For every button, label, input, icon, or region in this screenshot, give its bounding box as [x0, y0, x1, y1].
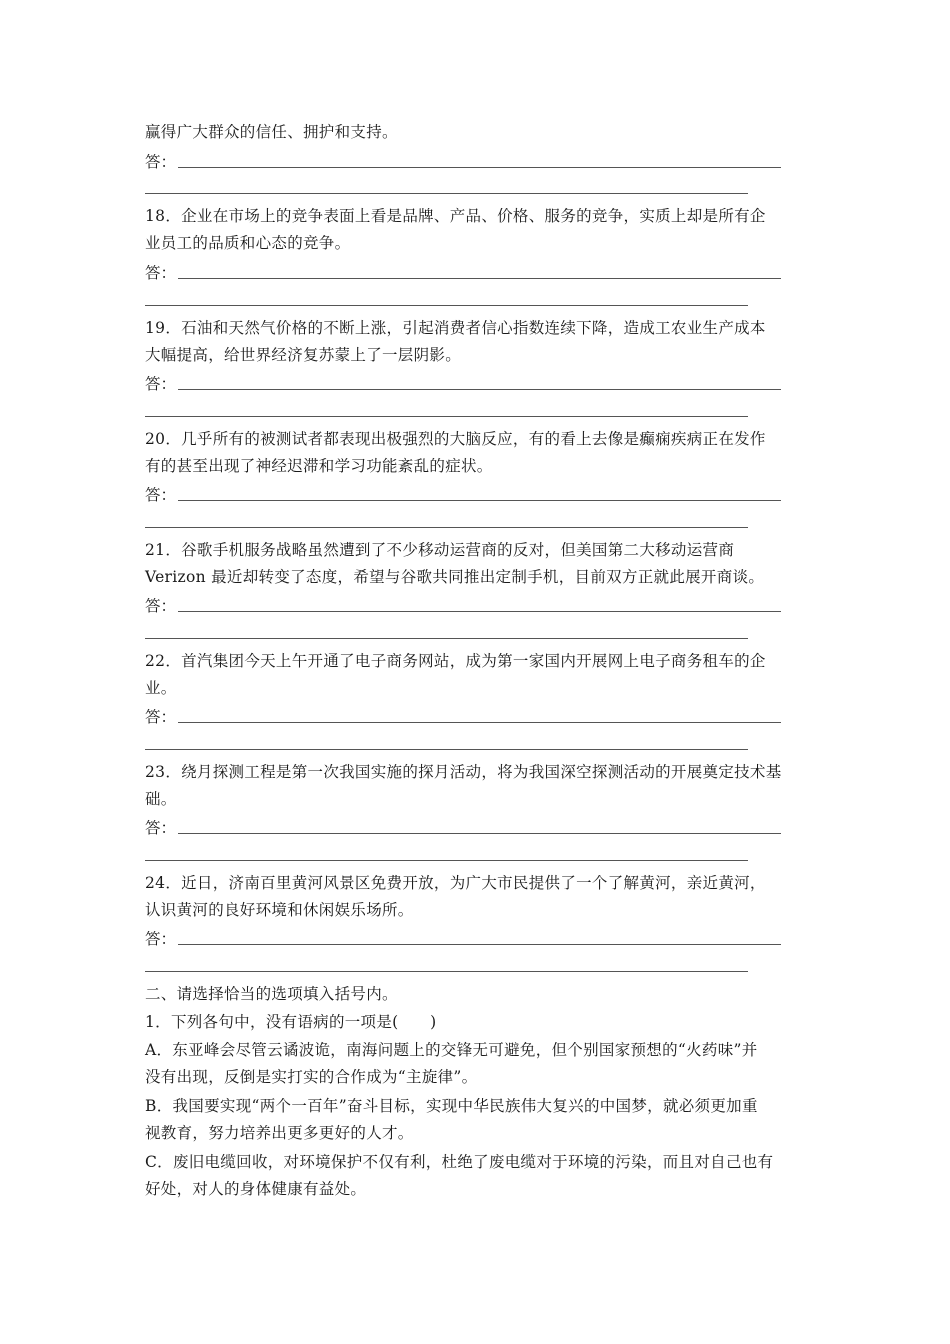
- answer-blank[interactable]: [178, 611, 781, 612]
- answer-blank[interactable]: [145, 860, 748, 861]
- answer-row: [145, 818, 785, 838]
- answer-blank[interactable]: [145, 305, 748, 306]
- answer-label: 答：: [145, 486, 177, 504]
- answer-blank[interactable]: [178, 944, 781, 945]
- text-line: 赢得广大群众的信任、拥护和支持。: [145, 123, 398, 141]
- answer-blank[interactable]: [178, 389, 781, 390]
- question-text: 20．几乎所有的被测试者都表现出极强烈的大脑反应，有的看上去像是癫痫疾病正在发作: [145, 430, 766, 448]
- answer-row: [145, 152, 785, 172]
- question-text: 有的甚至出现了神经迟滞和学习功能紊乱的症状。: [145, 457, 493, 475]
- question-text: 认识黄河的良好环境和休闲娱乐场所。: [145, 901, 414, 919]
- question-text: 19．石油和天然气价格的不断上涨，引起消费者信心指数连续下降，造成工农业生产成本: [145, 319, 766, 337]
- answer-row: [145, 263, 785, 283]
- answer-blank[interactable]: [145, 527, 748, 528]
- answer-label: 答：: [145, 153, 177, 171]
- section-heading: 二、请选择恰当的选项填入括号内。: [145, 985, 398, 1003]
- answer-row: [145, 374, 785, 394]
- answer-blank[interactable]: [145, 193, 748, 194]
- option-c: 好处，对人的身体健康有益处。: [145, 1180, 367, 1198]
- answer-blank[interactable]: [178, 833, 781, 834]
- option-a: A．东亚峰会尽管云谲波诡，南海问题上的交锋无可避免，但个别国家预想的“火药味”并: [145, 1041, 758, 1059]
- answer-label: 答：: [145, 930, 177, 948]
- answer-blank[interactable]: [145, 638, 748, 639]
- answer-blank[interactable]: [178, 167, 781, 168]
- answer-row: [145, 485, 785, 505]
- answer-blank[interactable]: [178, 722, 781, 723]
- question-text: 23．绕月探测工程是第一次我国实施的探月活动，将为我国深空探测活动的开展奠定技术基: [145, 763, 782, 781]
- answer-row: [145, 596, 785, 616]
- answer-label: 答：: [145, 597, 177, 615]
- question-stem: 1．下列各句中，没有语病的一项是( ): [145, 1013, 437, 1031]
- answer-blank[interactable]: [145, 416, 748, 417]
- question-text: 21．谷歌手机服务战略虽然遭到了不少移动运营商的反对，但美国第二大移动运营商: [145, 541, 735, 559]
- question-text: 业。: [145, 679, 177, 697]
- question-text: Verizon 最近却转变了态度，希望与谷歌共同推出定制手机，目前双方正就此展开商谈。: [145, 568, 765, 586]
- question-text: 24．近日，济南百里黄河风景区免费开放，为广大市民提供了一个了解黄河，亲近黄河，: [145, 874, 766, 892]
- option-b: B．我国要实现“两个一百年”奋斗目标，实现中华民族伟大复兴的中国梦，就必须更加重: [145, 1097, 758, 1115]
- question-text: 大幅提高，给世界经济复苏蒙上了一层阴影。: [145, 346, 462, 364]
- question-text: 业员工的品质和心态的竞争。: [145, 234, 351, 252]
- answer-blank[interactable]: [178, 278, 781, 279]
- answer-blank[interactable]: [145, 971, 748, 972]
- option-a: 没有出现，反倒是实打实的合作成为“主旋律”。: [145, 1068, 478, 1086]
- answer-blank[interactable]: [178, 500, 781, 501]
- answer-label: 答：: [145, 264, 177, 282]
- option-b: 视教育，努力培养出更多更好的人才。: [145, 1124, 414, 1142]
- answer-label: 答：: [145, 819, 177, 837]
- answer-blank[interactable]: [145, 749, 748, 750]
- answer-label: 答：: [145, 375, 177, 393]
- answer-label: 答：: [145, 708, 177, 726]
- answer-row: [145, 707, 785, 727]
- answer-row: [145, 929, 785, 949]
- question-text: 18．企业在市场上的竞争表面上看是品牌、产品、价格、服务的竞争，实质上却是所有企: [145, 207, 766, 225]
- option-c: C．废旧电缆回收，对环境保护不仅有利，杜绝了废电缆对于环境的污染，而且对自己也有: [145, 1153, 774, 1171]
- question-text: 础。: [145, 790, 177, 808]
- question-text: 22．首汽集团今天上午开通了电子商务网站，成为第一家国内开展网上电子商务租车的企: [145, 652, 766, 670]
